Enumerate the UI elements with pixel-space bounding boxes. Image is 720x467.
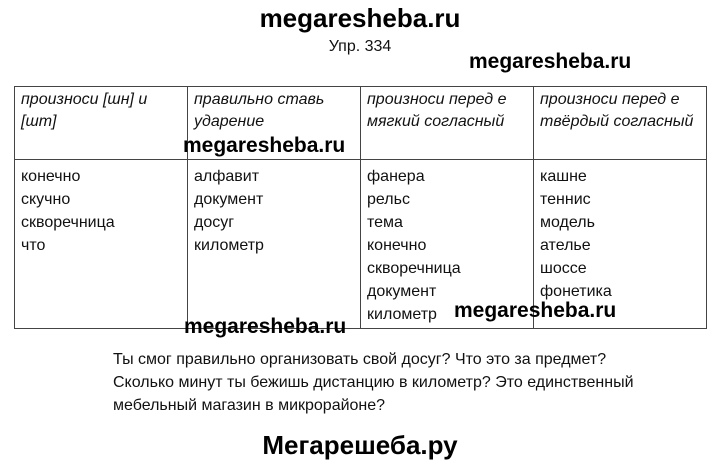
word-item: скворечница — [367, 260, 461, 277]
text-line: Сколько минут ты бежишь дистанцию в километр? Это единственный — [113, 374, 634, 391]
word-item: фанера — [367, 168, 425, 185]
text-line: Ты смог правильно организовать свой досуг? Что это за предмет? — [113, 351, 607, 368]
header-cell: произноси перед е твёрдый согласный — [534, 87, 707, 160]
site-watermark: megaresheba.ru — [469, 50, 632, 73]
site-watermark: megaresheba.ru — [184, 315, 347, 338]
word-column — [188, 160, 361, 329]
word-item: досуг — [194, 214, 235, 231]
exercise-title: Упр. 334 — [328, 38, 392, 55]
word-item: фонетика — [540, 283, 612, 300]
word-item: скучно — [21, 191, 71, 208]
word-item: документ — [367, 283, 437, 300]
site-watermark: megaresheba.ru — [183, 134, 346, 157]
word-item: теннис — [540, 191, 591, 208]
site-watermark: megaresheba.ru — [454, 299, 617, 322]
word-column — [15, 160, 188, 329]
word-item: километр — [194, 237, 264, 254]
header-cell: произноси [шн] и [шт] — [15, 87, 188, 160]
header-cell: правильно ставь ударение — [188, 87, 361, 160]
site-watermark-top: megaresheba.ru — [259, 3, 461, 33]
exercise-table — [14, 86, 707, 329]
header-cell: произноси перед е мягкий согласный — [361, 87, 534, 160]
word-item: километр — [367, 306, 437, 323]
word-item: конечно — [21, 168, 81, 185]
word-item: конечно — [367, 237, 427, 254]
word-item: кашне — [540, 168, 587, 185]
word-item: алфавит — [194, 168, 260, 185]
word-item: что — [21, 237, 46, 254]
word-item: документ — [194, 191, 264, 208]
word-item: модель — [540, 214, 595, 231]
table-header-row — [15, 87, 707, 160]
word-item: рельс — [367, 191, 410, 208]
word-item: тема — [367, 214, 403, 231]
word-item: ателье — [540, 237, 591, 254]
exercise-text — [113, 348, 693, 417]
word-item: шоссе — [540, 260, 587, 277]
text-line: мебельный магазин в микрорайоне? — [113, 397, 386, 414]
site-watermark-bottom: Мегарешеба.ру — [262, 430, 458, 460]
word-item: скворечница — [21, 214, 115, 231]
